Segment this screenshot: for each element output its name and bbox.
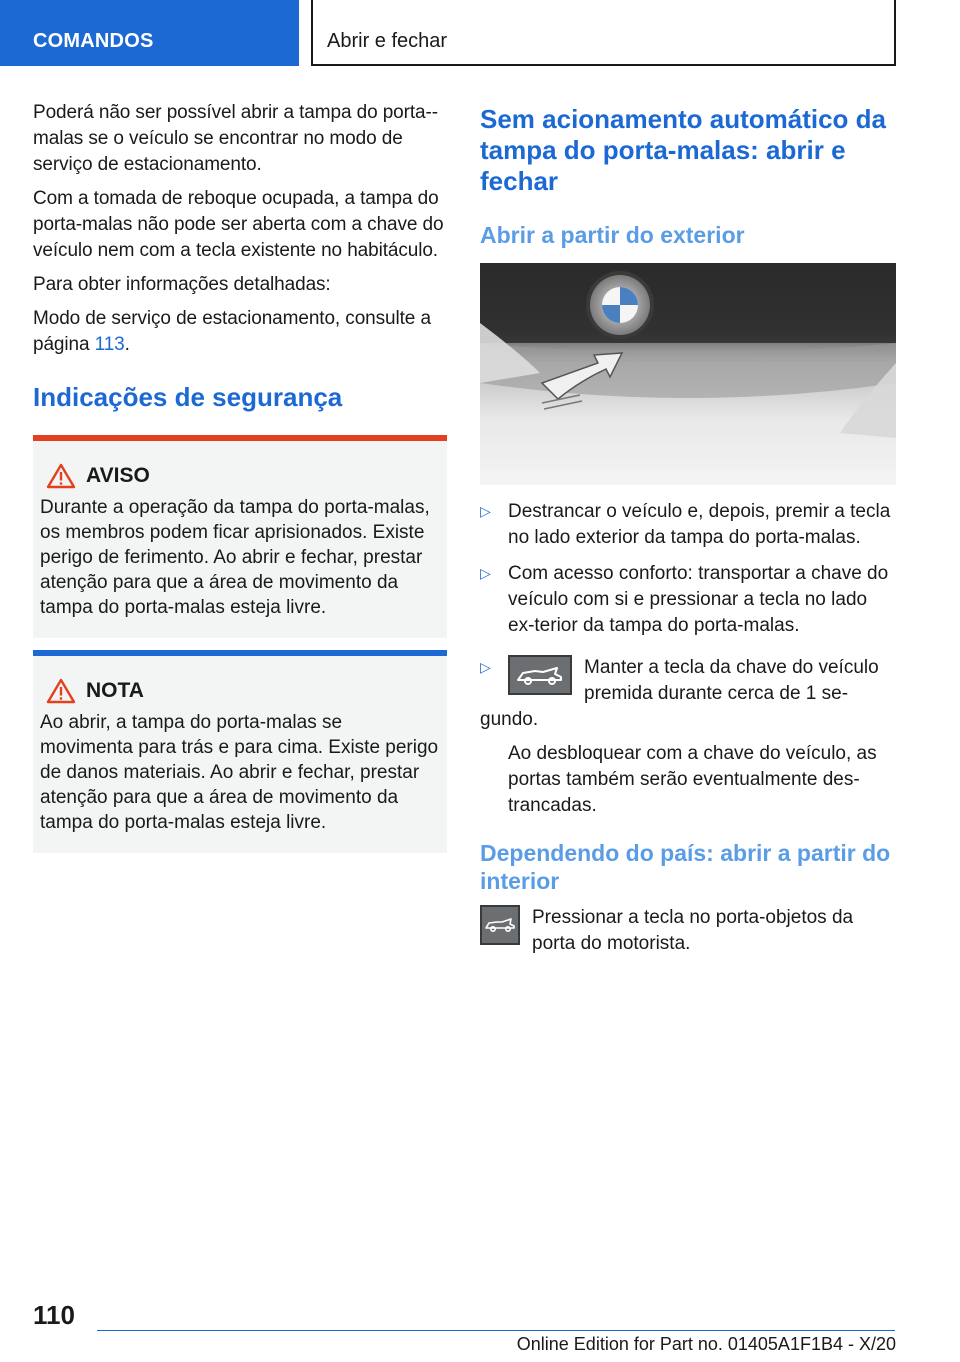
warning-text: Durante a operação da tampa do porta-malas, os membros podem ficar aprisionados. Existe perigo de ferimento. Ao abrir e fechar, prestar atenção para que a área de movimento da tampa do porta-malas esteja livre. — [40, 497, 430, 618]
car-trunk-open-icon — [515, 664, 565, 686]
note-title-row — [40, 678, 439, 704]
paragraph-parking-mode: Poderá não ser possível abrir a tampa do porta--malas se o veículo se encontrar no modo de serviço de estacionamento. — [33, 102, 438, 175]
car-trunk-open-icon — [484, 916, 516, 934]
page-header — [0, 0, 960, 66]
note-box — [33, 650, 447, 853]
list-item — [480, 499, 896, 551]
main-heading: Sem acionamento automático da tampa do porta-malas: abrir e fechar — [480, 104, 886, 196]
warning-triangle-icon — [46, 463, 76, 489]
bullet-text: Destrancar o veículo e, depois, premir a tecla no lado exterior da tampa do porta-malas. — [508, 501, 891, 548]
bullet-text-cont: gundo. — [480, 709, 539, 730]
warning-triangle-icon — [46, 678, 76, 704]
exterior-subheading: Abrir a partir do exterior — [480, 222, 745, 248]
left-column — [33, 100, 447, 853]
note-text: Ao abrir, a tampa do porta-malas se movimenta para trás e para cima. Existe perigo de danos materiais. Ao abrir e fechar, prestar atenção para que a área de movimento da tampa do porta-malas esteja livre. — [40, 712, 439, 833]
bullet-triangle-icon: ▷ — [480, 659, 491, 675]
page-link[interactable]: 113 — [94, 334, 125, 355]
warning-title: AVISO — [86, 464, 150, 487]
bullet-body — [480, 655, 896, 819]
bullet-note: Ao desbloquear com a chave do veículo, as portas também serão eventualmente des-trancadas. — [508, 743, 877, 816]
paragraph-more-info: Para obter informações detalhadas: — [33, 274, 331, 295]
note-title: NOTA — [86, 679, 144, 702]
interior-text: Pressionar a tecla no porta-objetos da porta do motorista. — [532, 907, 854, 954]
paragraph-reference — [33, 306, 447, 358]
bullet-list — [480, 499, 896, 819]
right-column — [480, 100, 896, 957]
bullet-triangle-icon: ▷ — [480, 503, 491, 519]
safety-heading: Indicações de segurança — [33, 382, 343, 412]
paragraph-tow-socket: Com a tomada de reboque ocupada, a tampa do porta-malas não pode ser aberta com a chave do veículo nem com a tecla existente no habitáculo. — [33, 188, 444, 261]
trunk-button-photo — [480, 263, 896, 485]
list-item — [480, 561, 896, 639]
list-item — [480, 655, 896, 819]
bullet-text: Manter a tecla da chave do veículo premida durante cerca de 1 se- — [584, 657, 879, 704]
interior-row — [480, 905, 896, 957]
chapter-title: Abrir e fechar — [311, 0, 896, 66]
page-number: 110 — [33, 1300, 75, 1330]
warning-title-row — [40, 463, 439, 489]
footer-divider — [97, 1330, 895, 1331]
reference-text: Modo de serviço de estacionamento, consulte a página — [33, 308, 431, 355]
bullet-icon-row — [508, 655, 896, 707]
section-tab: COMANDOS — [0, 0, 299, 66]
bullet-triangle-icon: ▷ — [480, 565, 491, 581]
warning-box — [33, 435, 447, 638]
footer-edition: Online Edition for Part no. 01405A1F1B4 - X/20 — [516, 1334, 896, 1354]
reference-end: . — [124, 334, 130, 355]
interior-button-icon — [480, 905, 520, 945]
interior-subheading: Dependendo do país: abrir a partir do interior — [480, 840, 891, 894]
trunk-key-icon — [508, 655, 572, 695]
bullet-text: Com acesso conforto: transportar a chave do veículo com si e pressionar a tecla no lado ex-terior da tampa do porta-malas. — [508, 563, 889, 636]
